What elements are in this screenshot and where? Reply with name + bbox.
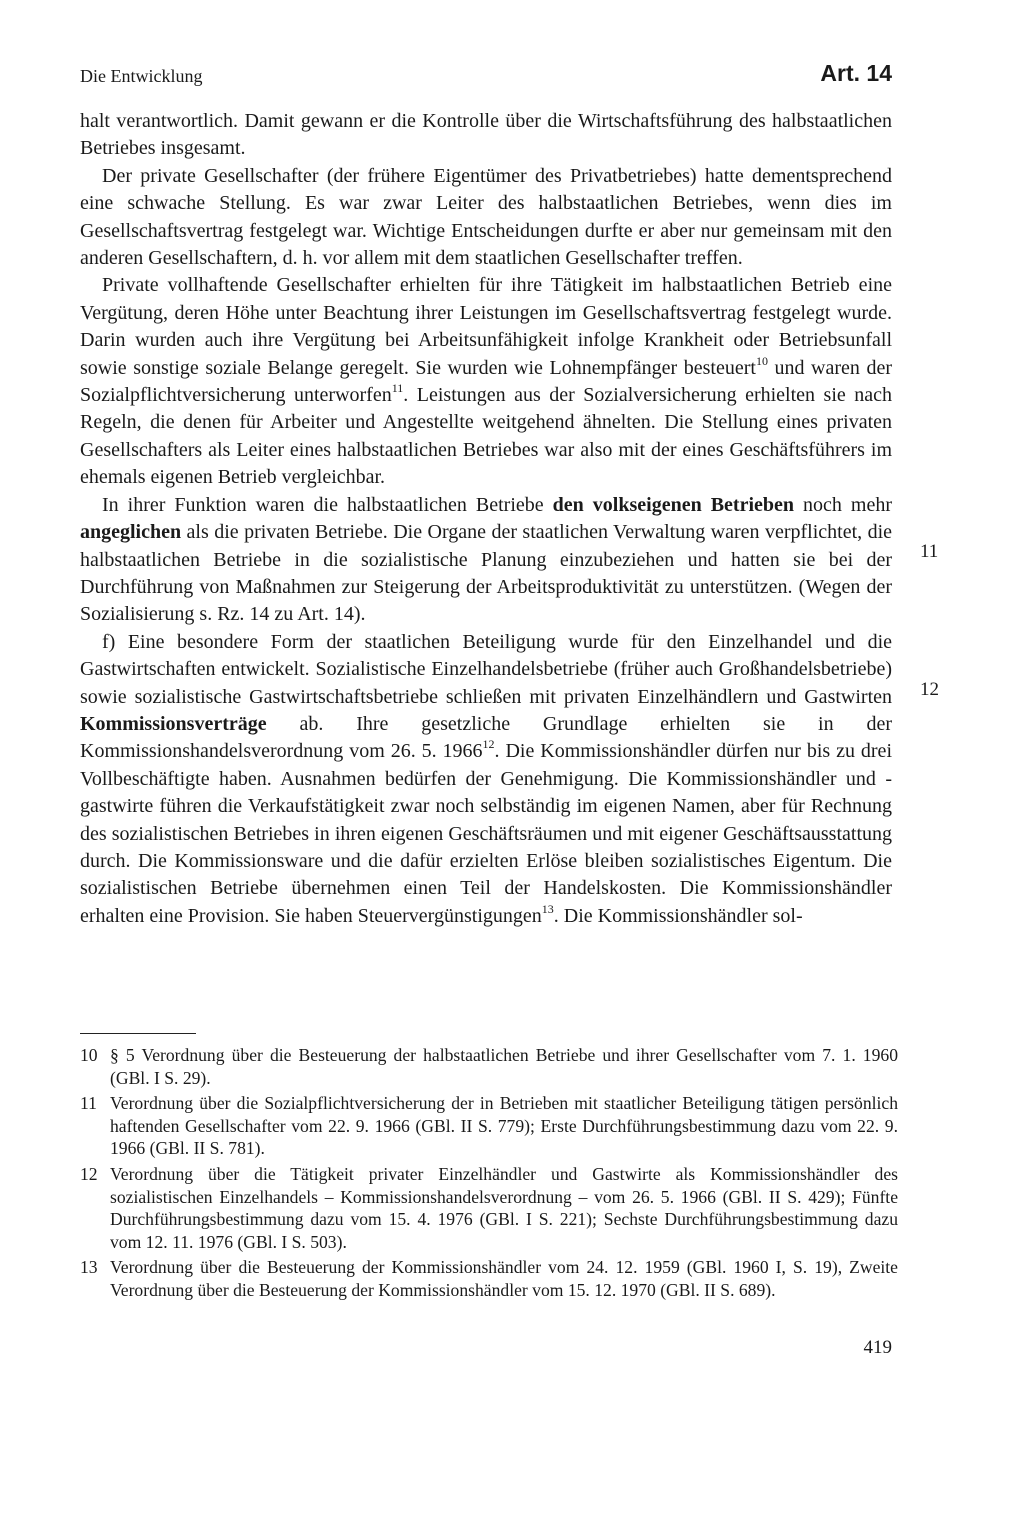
paragraph-text: . Die Kommissionshändler sol- <box>553 904 803 927</box>
footnote-number: 12 <box>80 1163 98 1184</box>
emphasis: den volkseigenen Betrieben <box>552 493 795 516</box>
paragraph <box>80 492 892 629</box>
footnote <box>80 1163 898 1253</box>
footnote-ref[interactable]: 13 <box>541 901 554 916</box>
running-head <box>80 60 892 96</box>
paragraph-text: noch mehr <box>794 493 892 516</box>
margin-number: 11 <box>920 541 939 562</box>
footnote-text: § 5 Verordnung über die Besteuerung der halbstaatlichen Betriebe und ihrer Gesellschafter vom 7. 1. 1960 (GBl. I S. 29). <box>110 1045 898 1088</box>
paragraph <box>80 272 892 491</box>
article-number: Art. 14 <box>820 60 892 86</box>
paragraph: Der private Gesellschafter (der frühere Eigentümer des Privatbetriebes) hatte dementsprechend eine schwache Stellung. Es war zwar Leiter des halbstaatlichen Betriebes, wenn dies im Gesellschaftsvertrag festgelegt war. Wichtige Entscheidungen durfte er aber nur gemeinsam mit den anderen Gesellschaftern, d. h. vor allem mit dem staatlichen Gesellschafter treffen. <box>80 164 892 270</box>
footnote-number: 13 <box>80 1257 98 1278</box>
paragraph-text: als die privaten Betriebe. Die Organe der staatlichen Verwaltung waren verpflichtet, die halbstaatlichen Betriebe in die sozialistische Planung einzubeziehen und hatten sie bei der Durchführung von Maßnahmen zur Steigerung der Arbeitsproduktivität zu unterstützen. (Wegen der Sozialisierung s. Rz. 14 zu Art. 14). <box>80 521 892 626</box>
paragraph-text: f) Eine besondere Form der staatlichen Beteiligung wurde für den Einzelhandel und die Gastwirtschaften entwickelt. Sozialistische Einzelhandelsbetriebe (früher auch Großhandelsbetriebe) sowie sozialistische Gastwirtschaftsbetriebe schließen mit privaten Einzelhändlern und Gastwirten <box>80 630 892 708</box>
footnote <box>80 1092 898 1160</box>
section-title: Die Entwicklung <box>80 66 203 86</box>
paragraph: halt verantwortlich. Damit gewann er die Kontrolle über die Wirtschaftsführung des halbstaatlichen Betriebes insgesamt. <box>80 110 892 160</box>
emphasis: angeglichen <box>80 521 182 544</box>
footnote-ref[interactable]: 10 <box>755 353 768 368</box>
margin-number: 12 <box>920 679 939 700</box>
paragraph-text: und waren der Sozialpflichtversicherung unterworfen <box>80 356 892 407</box>
footnote-text: Verordnung über die Tätigkeit privater Einzelhändler und Gastwirte als Kommissionshändler des sozialistischen Einzelhandels – Kommissionshandelsverordnung – vom 26. 5. 1966 (GBl. II S. 429); Fünfte Durchführungsbestimmung dazu vom 15. 4. 1976 (GBl. I S. 221); Sechste Durchführungsbestimmung dazu vom 12. 11. 1976 (GBl. I S. 503). <box>110 1163 898 1252</box>
footnotes <box>80 1044 898 1305</box>
footnote-ref[interactable]: 11 <box>391 381 404 396</box>
paragraph-text: ab. Ihre gesetzliche Grundlage erhielten sie in der Kommissionshandelsverordnung vom 26. 5. 1966 <box>80 712 892 763</box>
emphasis: Kommissionsverträge <box>80 712 267 735</box>
footnote-divider <box>80 1033 196 1034</box>
page-number: 419 <box>863 1337 892 1358</box>
footnote-text: Verordnung über die Sozialpflichtversicherung der in Betrieben mit staatlicher Beteiligung tätigen persönlich haftenden Gesellschafter vom 22. 9. 1966 (GBl. II S. 779); Erste Durchführungsbestimmung dazu vom 22. 9. 1966 (GBl. II S. 781). <box>110 1093 898 1159</box>
footnote-number: 11 <box>80 1093 97 1114</box>
footnote <box>80 1256 898 1301</box>
paragraph-text: . Leistungen aus der Sozialversicherung erhielten sie nach Regeln, die denen für Arbeiter und Angestellte weitgehend ähnelten. Die Stellung eines privaten Gesellschafters als Leiter eines halbstaatlichen Betriebes war also mit der eines Geschäftsführers im ehemals eigenen Betrieb vergleichbar. <box>80 384 892 489</box>
footnote-number: 10 <box>80 1045 98 1065</box>
paragraph-text: . Die Kommissionshändler dürfen nur bis zu drei Vollbeschäftigte haben. Ausnahmen bedürfen der Genehmigung. Die Kommissionshändler und -gastwirte führen die Verkaufstätigkeit zwar noch selbständig im eigenen Namen, aber für Rechnung des sozialistischen Betriebes in ihren eigenen Geschäftsräumen und mit eigener Geschäftsausstattung durch. Die Kommissionsware und die dafür erzielten Erlöse bleiben sozialistisches Eigentum. Die sozialistischen Betriebe übernehmen einen Teil der Handelskosten. Die Kommissionshändler erhalten eine Provision. Sie haben Steuervergünstigungen <box>80 740 892 927</box>
footnote-ref[interactable]: 12 <box>482 737 495 752</box>
body-text <box>80 108 892 930</box>
paragraph-text: Private vollhaftende Gesellschafter erhielten für ihre Tätigkeit im halbstaatlichen Betrieb eine Vergütung, deren Höhe unter Beachtung ihrer Leistungen im Gesellschaftsvertrag festgelegt wurde. Darin wurden auch ihre Vergütung bei Arbeitsunfähigkeit infolge Krankheit oder Betriebsunfall sowie sonstige soziale Belange geregelt. Sie wurden wie Lohnempfänger besteuert <box>80 274 892 379</box>
paragraph-text: In ihrer Funktion waren die halbstaatlichen Betriebe <box>102 493 553 516</box>
footnote-text: Verordnung über die Besteuerung der Kommissionshändler vom 24. 12. 1959 (GBl. 1960 I, S. 19), Zweite Verordnung über die Besteuerung der Kommissionshändler vom 15. 12. 1970 (GBl. II S. 689). <box>110 1257 898 1300</box>
paragraph <box>80 629 892 930</box>
footnote <box>80 1044 898 1089</box>
